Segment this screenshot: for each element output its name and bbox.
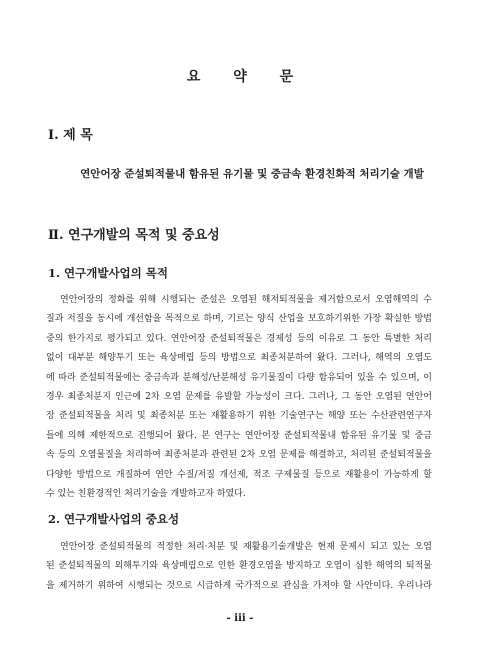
paragraph-line: 장 준설퇴적물을 처리 및 최종처분 또는 재활용하기 위한 기술연구는 해양 또는 수산관련연구자: [46, 411, 432, 422]
summary-title: 요 약 문: [186, 69, 308, 85]
section-heading-title: Ⅰ. 제 목: [48, 128, 93, 143]
paragraph-line: 질과 저질을 동시에 개선함을 목적으로 하며, 기르는 양식 산업을 보호하기위한 가장 확실한 방법: [46, 314, 432, 325]
paragraph-line: 된 준설퇴적물의 외해투기와 육상매립으로 인한 환경오염을 방지하고 오염이 심한 해역의 퇴적물: [46, 561, 432, 572]
paragraph-line: 연안어장의 정화를 위해 시행되는 준설은 오염된 해저퇴적물을 제거함으로서 오염해역의 수: [60, 295, 432, 305]
paragraph-line: 속 등의 오염물질을 처리하여 최종처분과 관련된 2차 오염 문제를 해결하고, 처리된 준설퇴적물을: [46, 450, 432, 461]
paragraph-line: 경우 최종처분지 인근에 2차 오염 문제를 유발할 가능성이 크다. 그러나, 그 동안 오염된 연안어: [46, 392, 432, 403]
paragraph-line: 중의 한가지로 평가되고 있다. 연안어장 준설퇴적물은 경제성 등의 이유로 그 동안 특별한 처리: [46, 333, 432, 344]
paragraph-line: 다양한 방법으로 개질하여 연안 수질/저질 개선제, 적조 구제물질 등으로 재활용이 가능하게 할: [46, 469, 432, 480]
subsection-heading-importance: 2. 연구개발사업의 중요성: [48, 512, 180, 526]
paragraph-line: 없이 대부분 해양투기 또는 육상매립 등의 방법으로 최종처분하여 왔다. 그러나, 해역의 오염도: [46, 353, 432, 364]
project-title: 연안어장 준설퇴적물내 함유된 유기물 및 중금속 환경친화적 처리기술 개발: [80, 168, 424, 180]
paragraph-line: 에 따라 준설퇴적물에는 중금속과 분해성/난분해성 유기물질이 다량 함유되어 있을 수 있으며, 이: [46, 372, 432, 383]
paragraph-line: 을 제거하기 위하여 시행되는 것으로 시급하게 국가적으로 관심을 가져야 할 사안이다. 우리나라: [46, 580, 432, 591]
paragraph-line: 들에 의해 제한적으로 진행되어 왔다. 본 연구는 연안어장 준설퇴적물내 함유된 유기물 및 중금: [46, 430, 432, 441]
purpose-paragraph: [46, 291, 432, 504]
importance-paragraph: [46, 538, 432, 596]
subsection-heading-purpose: 1. 연구개발사업의 목적: [48, 266, 168, 280]
section-heading-purpose-importance: Ⅱ. 연구개발의 목적 및 중요성: [48, 228, 220, 243]
paragraph-line: 연안어장 준설퇴적물의 적정한 처리·처분 및 재활용기술개발은 현재 문제시 되고 있는 오염: [60, 542, 432, 552]
paragraph-line: 수 있는 친환경적인 처리기술을 개발하고자 하였다.: [46, 489, 246, 500]
page-number: - iii -: [226, 613, 254, 624]
